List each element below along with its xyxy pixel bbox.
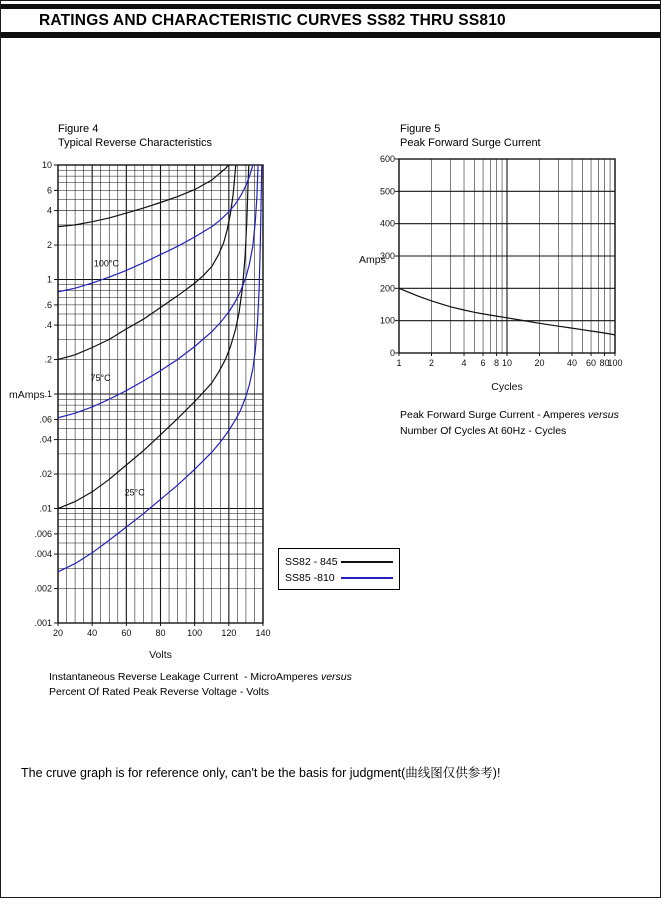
figure5-caption-versus: versus	[587, 409, 619, 421]
svg-text:25°C: 25°C	[124, 487, 145, 498]
svg-text:Cycles: Cycles	[491, 381, 523, 393]
reference-note: The cruve graph is for reference only, can't be the basis for judgment(曲线图仅供参考)!	[21, 766, 501, 780]
svg-text:2: 2	[429, 358, 435, 368]
figure4-caption-versus: versus	[320, 671, 352, 683]
svg-text:.01: .01	[39, 503, 52, 514]
svg-text:.4: .4	[44, 320, 52, 331]
svg-text:400: 400	[379, 218, 395, 229]
figure4-caption-line2: Percent Of Rated Peak Reverse Voltage - Volts	[49, 686, 270, 698]
svg-text:Volts: Volts	[149, 649, 172, 661]
svg-text:6: 6	[46, 185, 52, 196]
svg-text:10: 10	[41, 160, 52, 170]
svg-text:0: 0	[389, 348, 395, 358]
svg-text:.06: .06	[39, 414, 52, 425]
legend-row-ss85	[285, 570, 393, 586]
svg-text:4: 4	[461, 358, 467, 368]
svg-text:40: 40	[87, 628, 98, 638]
figure4-caption-line1	[49, 671, 352, 683]
figure5-chart	[356, 149, 656, 404]
svg-text:20: 20	[534, 358, 545, 368]
figure5-caption-text: Peak Forward Surge Current - Amperes	[400, 409, 588, 421]
svg-text:Amps: Amps	[359, 254, 386, 266]
svg-text:140: 140	[255, 628, 271, 638]
series-legend	[278, 548, 400, 590]
figure4-caption-text: Instantaneous Reverse Leakage Current - MicroAmperes	[49, 671, 321, 683]
svg-text:.004: .004	[34, 549, 52, 560]
svg-text:80: 80	[155, 628, 166, 638]
svg-text:4: 4	[46, 205, 52, 216]
svg-text:100: 100	[607, 358, 623, 368]
svg-text:6: 6	[480, 358, 486, 368]
svg-text:.2: .2	[44, 354, 52, 365]
svg-text:10: 10	[501, 358, 513, 368]
svg-text:200: 200	[379, 283, 395, 294]
figure4-subtitle: Typical Reverse Characteristics	[58, 137, 213, 149]
legend-row-ss82	[285, 554, 393, 570]
figure5-caption-line1	[400, 409, 619, 421]
svg-text:.6: .6	[44, 299, 52, 310]
legend-label-ss85: SS85 -810	[285, 572, 335, 584]
svg-text:60: 60	[121, 628, 132, 638]
svg-text:600: 600	[379, 154, 395, 164]
svg-text:20: 20	[52, 628, 64, 638]
svg-text:100°C: 100°C	[93, 258, 119, 269]
svg-text:1: 1	[46, 274, 52, 285]
figure5-label: Figure 5	[400, 123, 441, 135]
svg-text:.1: .1	[44, 389, 52, 399]
svg-text:100: 100	[379, 315, 395, 326]
figure5-caption-line2: Number Of Cycles At 60Hz - Cycles	[400, 425, 567, 437]
legend-label-ss82: SS82 - 845	[285, 556, 338, 568]
svg-text:.04: .04	[39, 434, 52, 445]
svg-text:2: 2	[46, 240, 52, 251]
figure5-subtitle: Peak Forward Surge Current	[400, 137, 541, 149]
svg-text:500: 500	[379, 186, 395, 197]
svg-text:.006: .006	[34, 528, 52, 539]
svg-text:.002: .002	[34, 583, 52, 594]
svg-text:100: 100	[187, 628, 203, 638]
top-rule	[1, 4, 660, 9]
svg-text:40: 40	[567, 358, 578, 368]
svg-text:.001: .001	[34, 618, 52, 628]
page-title: RATINGS AND CHARACTERISTIC CURVES SS82 THRU SS810	[39, 12, 506, 29]
svg-text:80: 80	[599, 358, 610, 368]
svg-text:60: 60	[586, 358, 597, 368]
svg-text:8: 8	[494, 358, 500, 368]
legend-line-blue	[341, 577, 393, 579]
svg-text:.02: .02	[39, 469, 52, 480]
figure4-chart	[1, 155, 301, 670]
svg-text:75°C: 75°C	[90, 372, 111, 383]
title-rule	[1, 32, 660, 38]
svg-text:mAmps: mAmps	[9, 389, 45, 401]
svg-text:120: 120	[221, 628, 237, 638]
svg-text:300: 300	[379, 251, 395, 261]
figure4-label: Figure 4	[58, 123, 99, 135]
svg-text:1: 1	[396, 358, 402, 368]
legend-line-black	[341, 561, 393, 563]
